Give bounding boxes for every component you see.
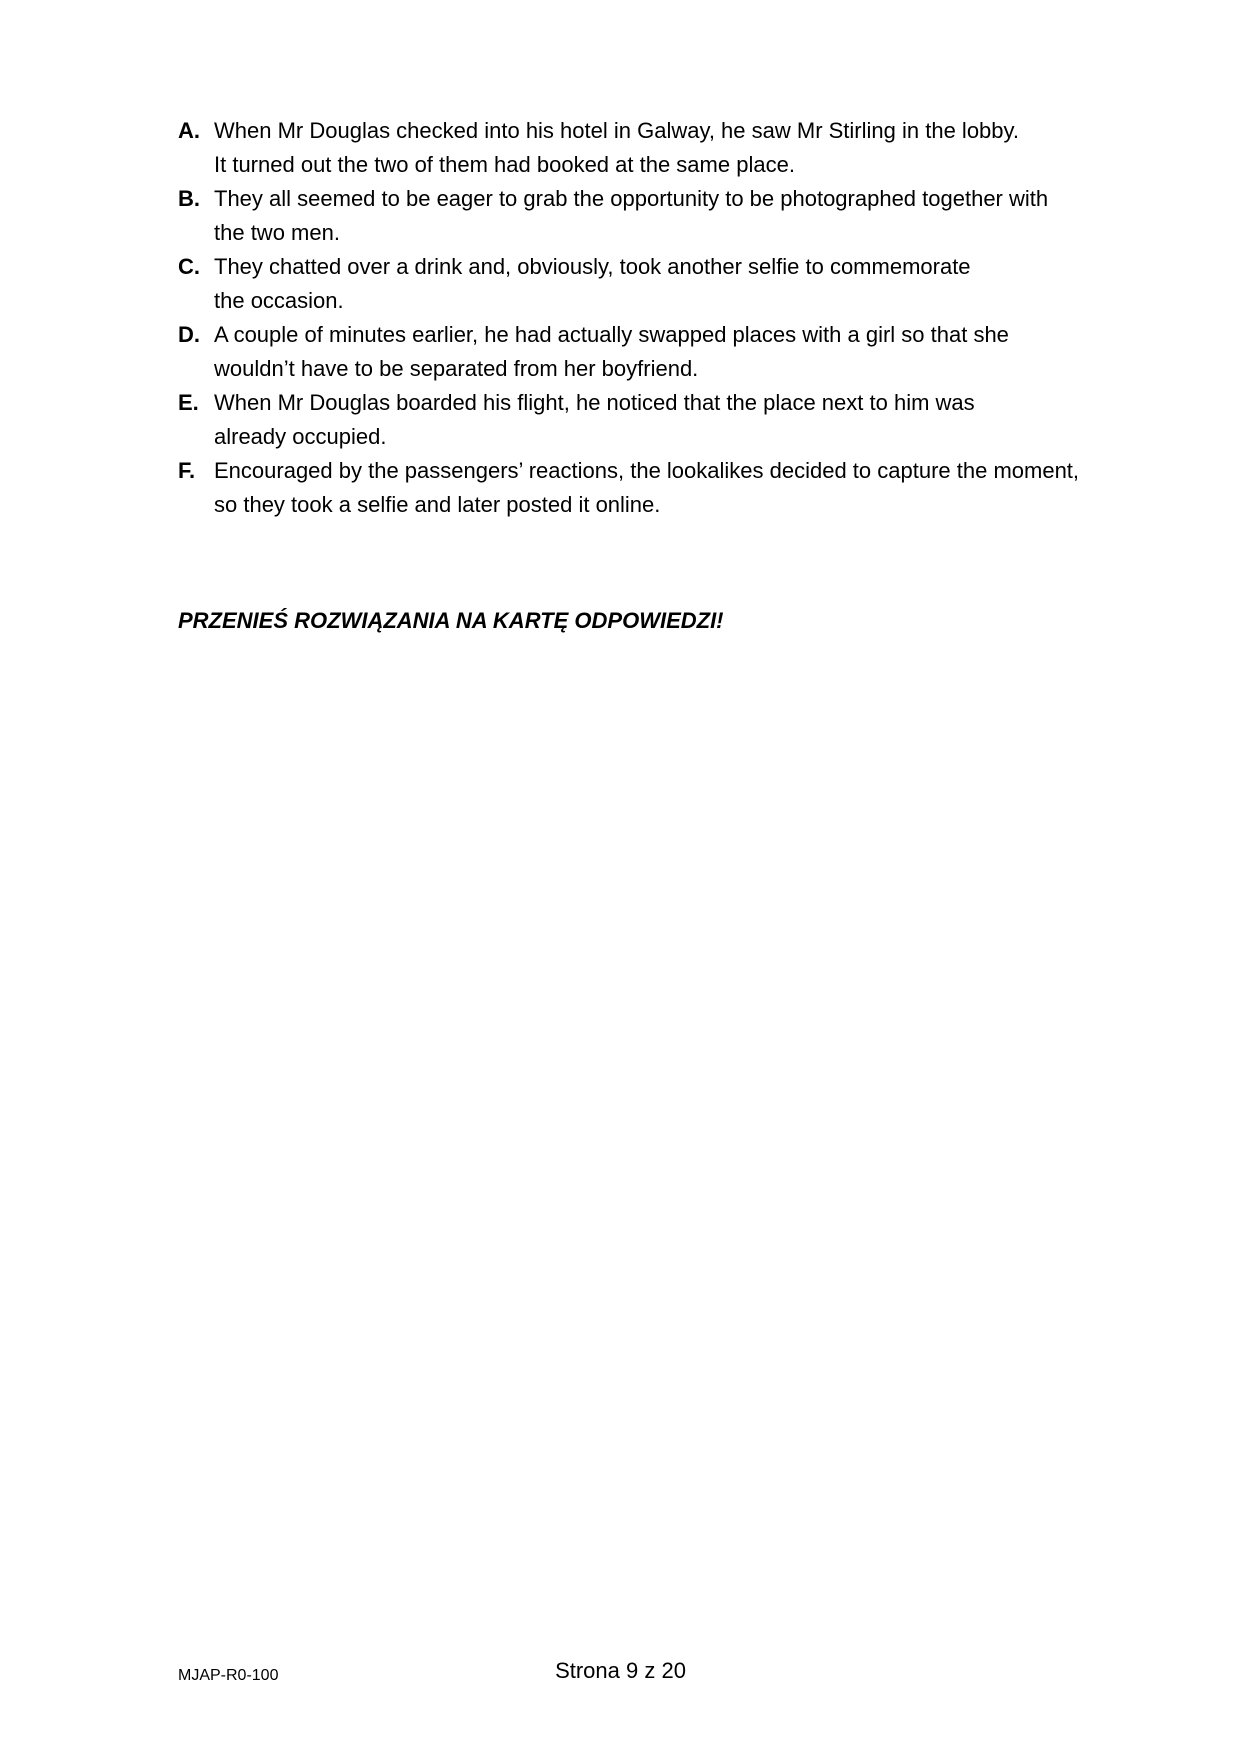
option-text-line: already occupied. — [214, 424, 387, 449]
option-text-line: so they took a selfie and later posted it online. — [214, 492, 661, 517]
option-text-line: Encouraged by the passengers’ reactions, the lookalikes decided to capture the moment, — [214, 458, 1080, 483]
option-text — [214, 386, 1138, 454]
option-text-line: the two men. — [214, 220, 340, 245]
option-text-line: A couple of minutes earlier, he had actually swapped places with a girl so that she — [214, 322, 1009, 347]
option-b — [178, 182, 1138, 250]
option-a — [178, 114, 1138, 182]
option-text-line: the occasion. — [214, 288, 344, 313]
transfer-answers-instruction: PRZENIEŚ ROZWIĄZANIA NA KARTĘ ODPOWIEDZI! — [178, 608, 724, 633]
exam-code: MJAP-R0-100 — [178, 1667, 279, 1684]
option-text-line: It turned out the two of them had booked at the same place. — [214, 152, 795, 177]
option-letter: C. — [178, 254, 200, 279]
option-c — [178, 250, 1138, 318]
option-text-line: They all seemed to be eager to grab the opportunity to be photographed together with — [214, 186, 1049, 211]
option-e — [178, 386, 1138, 454]
page-number: Strona 9 z 20 — [555, 1658, 686, 1683]
option-text — [214, 114, 1138, 182]
option-letter: F. — [178, 458, 196, 483]
option-text — [214, 454, 1138, 522]
option-text — [214, 182, 1138, 250]
option-text-line: When Mr Douglas checked into his hotel in Galway, he saw Mr Stirling in the lobby. — [214, 118, 1019, 143]
option-text — [214, 318, 1138, 386]
option-letter: D. — [178, 322, 200, 347]
option-text-line: When Mr Douglas boarded his flight, he noticed that the place next to him was — [214, 390, 975, 415]
option-letter: E. — [178, 390, 199, 415]
option-text-line: wouldn’t have to be separated from her boyfriend. — [214, 356, 699, 381]
answer-options-list — [178, 114, 1138, 522]
option-d — [178, 318, 1138, 386]
option-f — [178, 454, 1138, 522]
option-text-line: They chatted over a drink and, obviously, took another selfie to commemorate — [214, 254, 971, 279]
option-letter: B. — [178, 186, 200, 211]
option-text — [214, 250, 1138, 318]
option-letter: A. — [178, 118, 200, 143]
